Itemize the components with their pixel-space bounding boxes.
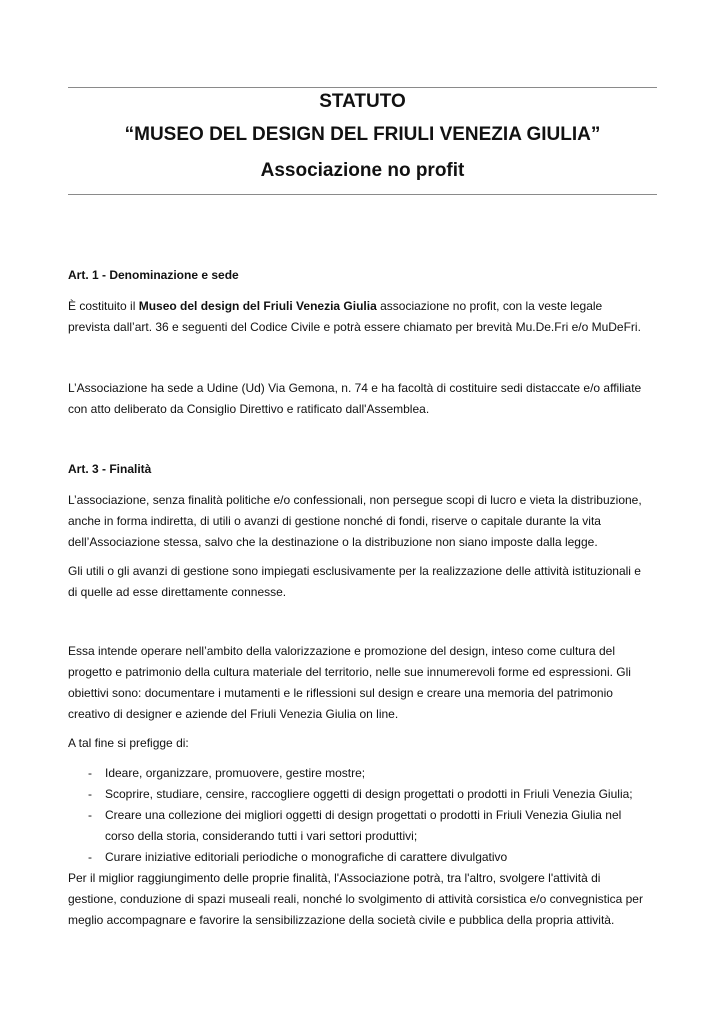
text-line: meglio accompagnare e favorire la sensibilizzazione della società civile e pubblica della propria attività.: [68, 913, 615, 927]
text-line: Gli utili o gli avanzi di gestione sono impiegati esclusivamente per la realizzazione delle attività istituzionali e: [68, 564, 641, 578]
header-top-rule: [68, 87, 657, 88]
text-line: dell’Associazione stessa, salvo che la destinazione o la distribuzione non siano imposte dalla legge.: [68, 535, 598, 549]
list-item: [88, 763, 668, 784]
list-dash: -: [88, 850, 92, 864]
art3-paragraph-3: [68, 641, 668, 725]
art1-p1-suffix: associazione no profit, con la veste legale: [376, 299, 603, 313]
art1-p1-line-1: [68, 296, 668, 317]
objectives-list: [88, 763, 668, 868]
list-dash: -: [88, 808, 92, 822]
text-line: anche in forma indiretta, di utili o avanzi di gestione nonché di fondi, riserve o capitale durante la vita: [68, 514, 601, 528]
text-line: L’associazione, senza finalità politiche e/o confessionali, non persegue scopi di lucro e vieta la distribuzione,: [68, 493, 642, 507]
association-name: “MUSEO DEL DESIGN DEL FRIULI VENEZIA GIULIA”: [124, 124, 601, 145]
art1-paragraph-1: [68, 296, 668, 338]
text-line: di quelle ad esse direttamente connesse.: [68, 585, 287, 599]
text-line: progetto e patrimonio della cultura materiale del territorio, nelle sue innumerevoli forme ed espressioni. Gli: [68, 665, 631, 679]
text-line: obiettivi sono: documentare i mutamenti e le riflessioni sul design e creare una memoria del patrimonio: [68, 686, 613, 700]
text-line: Essa intende operare nell’ambito della valorizzazione e promozione del design, inteso come cultura del: [68, 644, 615, 658]
text-line: creativo di designer e aziende del Friuli Venezia Giulia on line.: [68, 707, 399, 721]
art1-p1-prefix: È costituito il: [68, 299, 139, 313]
art3-paragraph-4: A tal fine si prefigge di:: [68, 736, 189, 750]
art1-paragraph-2: [68, 378, 668, 420]
list-item-line: Creare una collezione dei migliori oggetti di design progettati o prodotti in Friuli Venezia Giulia nel: [105, 808, 622, 822]
list-dash: -: [88, 766, 92, 780]
association-type: Associazione no profit: [260, 160, 465, 181]
list-item-line: Scoprire, studiare, censire, raccogliere oggetti di design progettati o prodotti in Friuli Venezia Giulia;: [105, 787, 633, 801]
art1-heading: Art. 1 - Denominazione e sede: [68, 268, 239, 282]
list-item: [88, 847, 668, 868]
art3-paragraph-5: [68, 868, 668, 931]
art3-paragraph-1: [68, 490, 668, 553]
art3-heading: Art. 3 - Finalità: [68, 462, 152, 476]
document-title: STATUTO: [319, 91, 406, 112]
list-item-line: corso della storia, considerando tutti i vari settori produttivi;: [105, 829, 418, 843]
text-line: L’Associazione ha sede a Udine (Ud) Via Gemona, n. 74 e ha facoltà di costituire sedi distaccate e/o affiliate: [68, 381, 642, 395]
text-line: gestione, conduzione di spazi museali reali, nonché lo svolgimento di attività corsistica e/o convegnistica per: [68, 892, 643, 906]
text-line: Per il miglior raggiungimento delle proprie finalità, l'Associazione potrà, tra l'altro, svolgere l'attività di: [68, 871, 601, 885]
list-dash: -: [88, 787, 92, 801]
art1-p1-line-2: prevista dall’art. 36 e seguenti del Codice Civile e potrà essere chiamato per brevità Mu.De.Fri e/o MuDeFri.: [68, 320, 641, 334]
list-item: [88, 805, 668, 847]
list-item-line: Curare iniziative editoriali periodiche o monografiche di carattere divulgativo: [105, 850, 508, 864]
list-item: [88, 784, 668, 805]
museum-name: Museo del design del Friuli Venezia Giulia: [138, 299, 377, 313]
header-bottom-rule: [68, 194, 657, 195]
list-item-line: Ideare, organizzare, promuovere, gestire mostre;: [105, 766, 366, 780]
text-line: con atto deliberato da Consiglio Direttivo e ratificato dall'Assemblea.: [68, 402, 430, 416]
art3-paragraph-2: [68, 561, 668, 603]
